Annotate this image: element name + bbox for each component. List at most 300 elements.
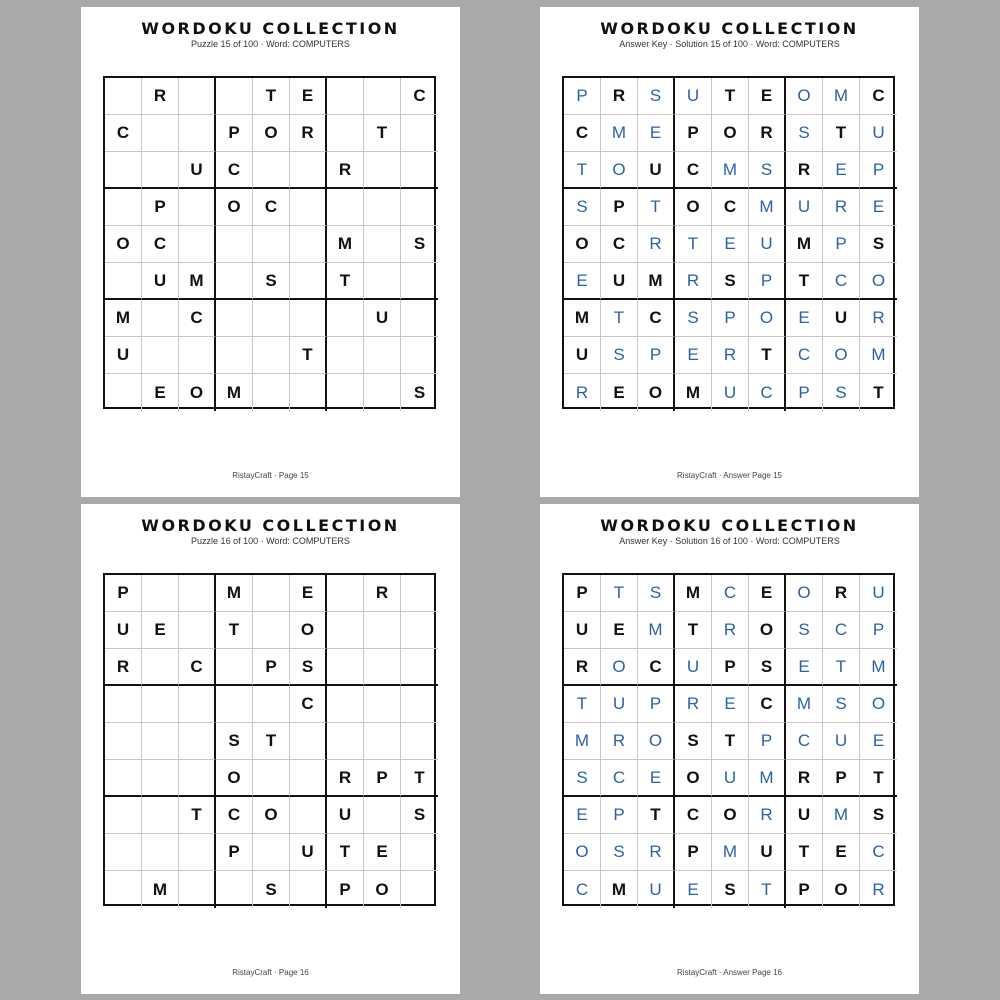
grid-cell xyxy=(638,78,675,115)
cell-letter: S xyxy=(760,159,773,179)
grid-cell xyxy=(179,575,216,612)
grid-cell xyxy=(601,115,638,152)
grid-cell xyxy=(860,760,897,797)
grid-cell xyxy=(638,189,675,226)
cell-letter: R xyxy=(612,731,626,750)
cell-letter: E xyxy=(687,345,699,364)
grid-cell xyxy=(749,834,786,871)
cell-letter: C xyxy=(760,382,773,402)
grid-cell xyxy=(786,374,823,411)
grid-cell xyxy=(290,723,327,760)
cell-letter: U xyxy=(686,656,700,676)
cell-letter: E xyxy=(301,583,314,602)
grid-cell xyxy=(749,115,786,152)
page-footer: RistayCraft · Page 16 xyxy=(232,968,309,977)
cell-letter: T xyxy=(339,270,351,290)
grid-cell xyxy=(290,152,327,189)
cell-letter: R xyxy=(834,197,848,216)
grid-cell xyxy=(401,723,438,760)
grid-cell xyxy=(601,649,638,686)
cell-letter: O xyxy=(759,308,774,327)
grid-cell xyxy=(401,612,438,649)
grid-cell xyxy=(786,575,823,612)
cell-letter: P xyxy=(613,805,625,824)
cell-letter: E xyxy=(154,620,166,639)
grid-cell xyxy=(675,189,712,226)
cell-letter: S xyxy=(613,842,625,861)
grid-cell xyxy=(216,115,253,152)
cell-letter: S xyxy=(613,345,625,364)
cell-letter: U xyxy=(872,583,885,602)
cell-letter: U xyxy=(575,620,589,639)
grid-cell xyxy=(638,834,675,871)
grid-cell xyxy=(564,189,601,226)
grid-cell xyxy=(860,649,897,686)
grid-cell xyxy=(290,374,327,411)
grid-cell xyxy=(749,78,786,115)
grid-cell xyxy=(364,612,401,649)
grid-cell xyxy=(786,115,823,152)
cell-letter: S xyxy=(724,879,736,899)
cell-letter: M xyxy=(871,345,886,364)
grid-cell xyxy=(327,337,364,374)
grid-cell xyxy=(712,686,749,723)
grid-cell xyxy=(216,152,253,189)
grid-cell xyxy=(601,300,638,337)
cell-letter: T xyxy=(576,159,588,179)
grid-cell xyxy=(327,152,364,189)
answer-page-16 xyxy=(540,504,919,994)
cell-letter: P xyxy=(872,620,885,639)
grid-cell xyxy=(564,723,601,760)
cell-letter: O xyxy=(264,123,278,142)
grid-cell xyxy=(179,797,216,834)
cell-letter: R xyxy=(649,842,662,861)
grid-cell xyxy=(786,649,823,686)
grid-cell xyxy=(401,374,438,411)
cell-letter: M xyxy=(871,656,886,676)
cell-letter: U xyxy=(834,308,848,327)
cell-letter: S xyxy=(798,620,810,639)
grid-cell xyxy=(564,300,601,337)
grid-cell xyxy=(179,723,216,760)
grid-cell xyxy=(327,760,364,797)
cell-letter: U xyxy=(612,270,626,290)
cell-letter: O xyxy=(300,620,315,639)
grid-cell xyxy=(712,374,749,411)
grid-cell xyxy=(860,797,897,834)
cell-letter: C xyxy=(575,123,589,142)
cell-letter: T xyxy=(576,694,588,713)
grid-cell xyxy=(142,337,179,374)
grid-cell xyxy=(749,226,786,263)
grid-cell xyxy=(364,263,401,300)
grid-cell xyxy=(105,686,142,723)
grid-cell xyxy=(638,723,675,760)
cell-letter: U xyxy=(760,234,773,253)
cell-letter: T xyxy=(302,345,313,364)
grid-cell xyxy=(675,686,712,723)
grid-cell xyxy=(327,263,364,300)
grid-cell xyxy=(253,797,290,834)
cell-letter: T xyxy=(798,842,810,861)
cell-letter: S xyxy=(576,767,588,787)
cell-letter: E xyxy=(301,86,314,105)
cell-letter: O xyxy=(375,879,389,899)
grid-cell xyxy=(749,797,786,834)
grid-cell xyxy=(823,575,860,612)
cell-letter: M xyxy=(115,308,131,327)
grid-cell xyxy=(216,686,253,723)
cell-letter: E xyxy=(835,842,847,861)
cell-letter: C xyxy=(116,123,130,142)
grid-cell xyxy=(290,226,327,263)
cell-letter: S xyxy=(760,656,773,676)
grid-cell xyxy=(564,649,601,686)
cell-letter: O xyxy=(871,694,886,713)
grid-cell xyxy=(142,797,179,834)
cell-letter: C xyxy=(190,308,203,327)
grid-cell xyxy=(290,575,327,612)
grid-cell xyxy=(216,263,253,300)
cell-letter: R xyxy=(797,767,811,787)
cell-letter: O xyxy=(227,197,241,216)
page-footer: RistayCraft · Page 15 xyxy=(232,471,309,480)
cell-letter: T xyxy=(191,805,202,824)
grid-cell xyxy=(105,871,142,908)
grid-cell xyxy=(401,834,438,871)
grid-cell xyxy=(142,189,179,226)
grid-cell xyxy=(216,374,253,411)
cell-letter: P xyxy=(872,159,885,179)
grid-cell xyxy=(253,612,290,649)
cell-letter: R xyxy=(760,123,773,142)
grid-cell xyxy=(860,189,897,226)
grid-cell xyxy=(860,834,897,871)
cell-letter: E xyxy=(760,583,773,602)
grid-cell xyxy=(823,189,860,226)
cell-letter: M xyxy=(226,382,242,402)
cell-letter: R xyxy=(760,805,773,824)
page-title: WORDOKU COLLECTION xyxy=(141,516,400,535)
grid-cell xyxy=(253,152,290,189)
grid-cell xyxy=(142,115,179,152)
grid-cell xyxy=(823,115,860,152)
grid-cell xyxy=(638,152,675,189)
grid-cell xyxy=(401,78,438,115)
grid-cell xyxy=(364,78,401,115)
cell-letter: M xyxy=(833,86,849,105)
grid-cell xyxy=(364,300,401,337)
grid-cell xyxy=(638,374,675,411)
grid-cell xyxy=(401,871,438,908)
grid-cell xyxy=(564,152,601,189)
cell-letter: S xyxy=(413,234,426,253)
grid-cell xyxy=(860,115,897,152)
cell-letter: E xyxy=(798,656,810,676)
grid-cell xyxy=(253,78,290,115)
cell-letter: C xyxy=(686,805,700,824)
grid-cell xyxy=(364,834,401,871)
cell-letter: P xyxy=(265,656,277,676)
grid-cell xyxy=(253,686,290,723)
grid-cell xyxy=(749,760,786,797)
grid-cell xyxy=(105,723,142,760)
cell-letter: C xyxy=(575,879,589,899)
cell-letter: R xyxy=(338,767,352,787)
grid-cell xyxy=(749,723,786,760)
grid-cell xyxy=(290,871,327,908)
grid-cell xyxy=(786,263,823,300)
cell-letter: E xyxy=(872,197,885,216)
cell-letter: E xyxy=(576,805,588,824)
cell-letter: P xyxy=(576,86,588,105)
grid-cell xyxy=(253,649,290,686)
grid-cell xyxy=(786,152,823,189)
cell-letter: T xyxy=(376,123,388,142)
cell-letter: T xyxy=(724,731,736,750)
cell-letter: E xyxy=(376,842,388,861)
grid-cell xyxy=(401,760,438,797)
grid-cell xyxy=(675,115,712,152)
cell-letter: U xyxy=(116,345,130,364)
grid-cell xyxy=(601,226,638,263)
cell-letter: M xyxy=(226,583,242,602)
page-title: WORDOKU COLLECTION xyxy=(600,19,859,38)
grid-cell xyxy=(860,300,897,337)
cell-letter: T xyxy=(228,620,240,639)
grid-cell xyxy=(105,649,142,686)
grid-cell xyxy=(364,152,401,189)
grid-cell xyxy=(216,649,253,686)
grid-cell xyxy=(364,686,401,723)
grid-cell xyxy=(712,152,749,189)
grid-cell xyxy=(216,797,253,834)
cell-letter: M xyxy=(685,583,701,602)
grid-cell xyxy=(253,263,290,300)
cell-letter: P xyxy=(649,694,662,713)
cell-letter: S xyxy=(413,382,426,402)
grid-cell xyxy=(105,760,142,797)
cell-letter: P xyxy=(117,583,129,602)
cell-letter: T xyxy=(687,234,699,253)
grid-cell xyxy=(860,723,897,760)
grid-cell xyxy=(638,226,675,263)
grid-cell xyxy=(786,300,823,337)
cell-letter: C xyxy=(301,694,314,713)
grid-cell xyxy=(712,723,749,760)
grid-cell xyxy=(823,263,860,300)
cell-letter: O xyxy=(575,234,589,253)
grid-cell xyxy=(179,834,216,871)
grid-cell xyxy=(327,300,364,337)
grid-cell xyxy=(216,612,253,649)
grid-cell xyxy=(601,152,638,189)
cell-letter: T xyxy=(835,656,847,676)
cell-letter: C xyxy=(413,86,426,105)
cell-letter: S xyxy=(835,694,847,713)
grid-cell xyxy=(253,760,290,797)
cell-letter: E xyxy=(154,382,166,402)
grid-cell xyxy=(290,686,327,723)
grid-cell xyxy=(675,152,712,189)
grid-cell xyxy=(749,300,786,337)
grid-cell xyxy=(712,834,749,871)
grid-cell xyxy=(786,78,823,115)
grid-cell xyxy=(712,115,749,152)
cell-letter: P xyxy=(613,197,625,216)
cell-letter: M xyxy=(796,234,812,253)
grid-cell xyxy=(675,300,712,337)
grid-cell xyxy=(401,797,438,834)
cell-letter: R xyxy=(575,382,589,402)
grid-cell xyxy=(179,612,216,649)
grid-cell xyxy=(675,649,712,686)
page-subtitle: Answer Key · Solution 16 of 100 · Word: COMPUTERS xyxy=(619,536,840,546)
cell-letter: U xyxy=(338,805,352,824)
cell-letter: T xyxy=(414,767,425,787)
cell-letter: E xyxy=(613,620,625,639)
cell-letter: S xyxy=(576,197,588,216)
grid-cell xyxy=(401,686,438,723)
cell-letter: U xyxy=(760,842,773,861)
grid-cell xyxy=(105,226,142,263)
page-footer: RistayCraft · Answer Page 16 xyxy=(677,968,782,977)
page-title: WORDOKU COLLECTION xyxy=(600,516,859,535)
grid-cell xyxy=(860,78,897,115)
cell-letter: S xyxy=(265,270,277,290)
grid-cell xyxy=(290,760,327,797)
grid-cell xyxy=(216,78,253,115)
grid-cell xyxy=(749,686,786,723)
grid-cell xyxy=(675,760,712,797)
grid-cell xyxy=(401,152,438,189)
grid-cell xyxy=(675,226,712,263)
grid-cell xyxy=(601,797,638,834)
cell-letter: E xyxy=(687,879,699,899)
grid-cell xyxy=(327,226,364,263)
grid-cell xyxy=(401,226,438,263)
grid-cell xyxy=(712,78,749,115)
grid-cell xyxy=(327,612,364,649)
cell-letter: M xyxy=(648,620,663,639)
grid-cell xyxy=(179,300,216,337)
grid-cell xyxy=(712,760,749,797)
cell-letter: O xyxy=(116,234,130,253)
grid-cell xyxy=(749,612,786,649)
grid-cell xyxy=(364,649,401,686)
grid-cell xyxy=(675,797,712,834)
grid-cell xyxy=(142,723,179,760)
cell-letter: M xyxy=(611,123,627,142)
grid-cell xyxy=(823,78,860,115)
grid-cell xyxy=(860,226,897,263)
grid-cell xyxy=(253,575,290,612)
cell-letter: R xyxy=(686,270,700,290)
cell-letter: M xyxy=(722,842,738,861)
grid-cell xyxy=(564,575,601,612)
grid-cell xyxy=(179,686,216,723)
cell-letter: R xyxy=(872,879,885,899)
cell-letter: P xyxy=(339,879,351,899)
grid-cell xyxy=(216,300,253,337)
grid-cell xyxy=(364,115,401,152)
grid-cell xyxy=(327,374,364,411)
grid-cell xyxy=(564,374,601,411)
cell-letter: T xyxy=(613,583,625,602)
wordoku-solution-grid xyxy=(562,76,895,409)
cell-letter: P xyxy=(835,234,847,253)
grid-cell xyxy=(749,263,786,300)
grid-cell xyxy=(179,115,216,152)
grid-cell xyxy=(712,226,749,263)
grid-cell xyxy=(253,189,290,226)
cell-letter: S xyxy=(687,308,699,327)
cell-letter: E xyxy=(613,382,625,402)
grid-cell xyxy=(216,189,253,226)
cell-letter: C xyxy=(797,345,811,364)
grid-cell xyxy=(253,374,290,411)
cell-letter: R xyxy=(797,159,811,179)
grid-cell xyxy=(749,337,786,374)
grid-cell xyxy=(749,189,786,226)
cell-letter: C xyxy=(872,86,885,105)
cell-letter: S xyxy=(687,731,699,750)
grid-cell xyxy=(638,300,675,337)
grid-cell xyxy=(638,575,675,612)
cell-letter: S xyxy=(413,805,426,824)
cell-letter: U xyxy=(301,842,314,861)
cell-letter: U xyxy=(575,345,589,364)
cell-letter: S xyxy=(265,879,277,899)
cell-letter: O xyxy=(264,805,278,824)
grid-cell xyxy=(564,263,601,300)
cell-letter: M xyxy=(648,270,663,290)
grid-cell xyxy=(749,152,786,189)
grid-cell xyxy=(638,612,675,649)
cell-letter: E xyxy=(649,767,662,787)
grid-cell xyxy=(823,226,860,263)
cell-letter: T xyxy=(650,805,661,824)
cell-letter: O xyxy=(575,842,589,861)
cell-letter: S xyxy=(724,270,736,290)
grid-cell xyxy=(675,374,712,411)
grid-cell xyxy=(179,760,216,797)
grid-cell xyxy=(401,575,438,612)
grid-cell xyxy=(712,337,749,374)
cell-letter: E xyxy=(835,159,847,179)
cell-letter: P xyxy=(724,656,736,676)
grid-cell xyxy=(786,834,823,871)
grid-cell xyxy=(860,263,897,300)
grid-cell xyxy=(142,152,179,189)
grid-cell xyxy=(638,115,675,152)
grid-cell xyxy=(216,337,253,374)
grid-cell xyxy=(179,374,216,411)
grid-cell xyxy=(786,612,823,649)
grid-cell xyxy=(712,649,749,686)
grid-cell xyxy=(401,300,438,337)
grid-cell xyxy=(675,723,712,760)
grid-cell xyxy=(823,797,860,834)
grid-cell xyxy=(105,263,142,300)
grid-cell xyxy=(675,78,712,115)
grid-cell xyxy=(216,575,253,612)
grid-cell xyxy=(638,263,675,300)
cell-letter: E xyxy=(724,694,736,713)
grid-cell xyxy=(601,723,638,760)
grid-cell xyxy=(823,649,860,686)
